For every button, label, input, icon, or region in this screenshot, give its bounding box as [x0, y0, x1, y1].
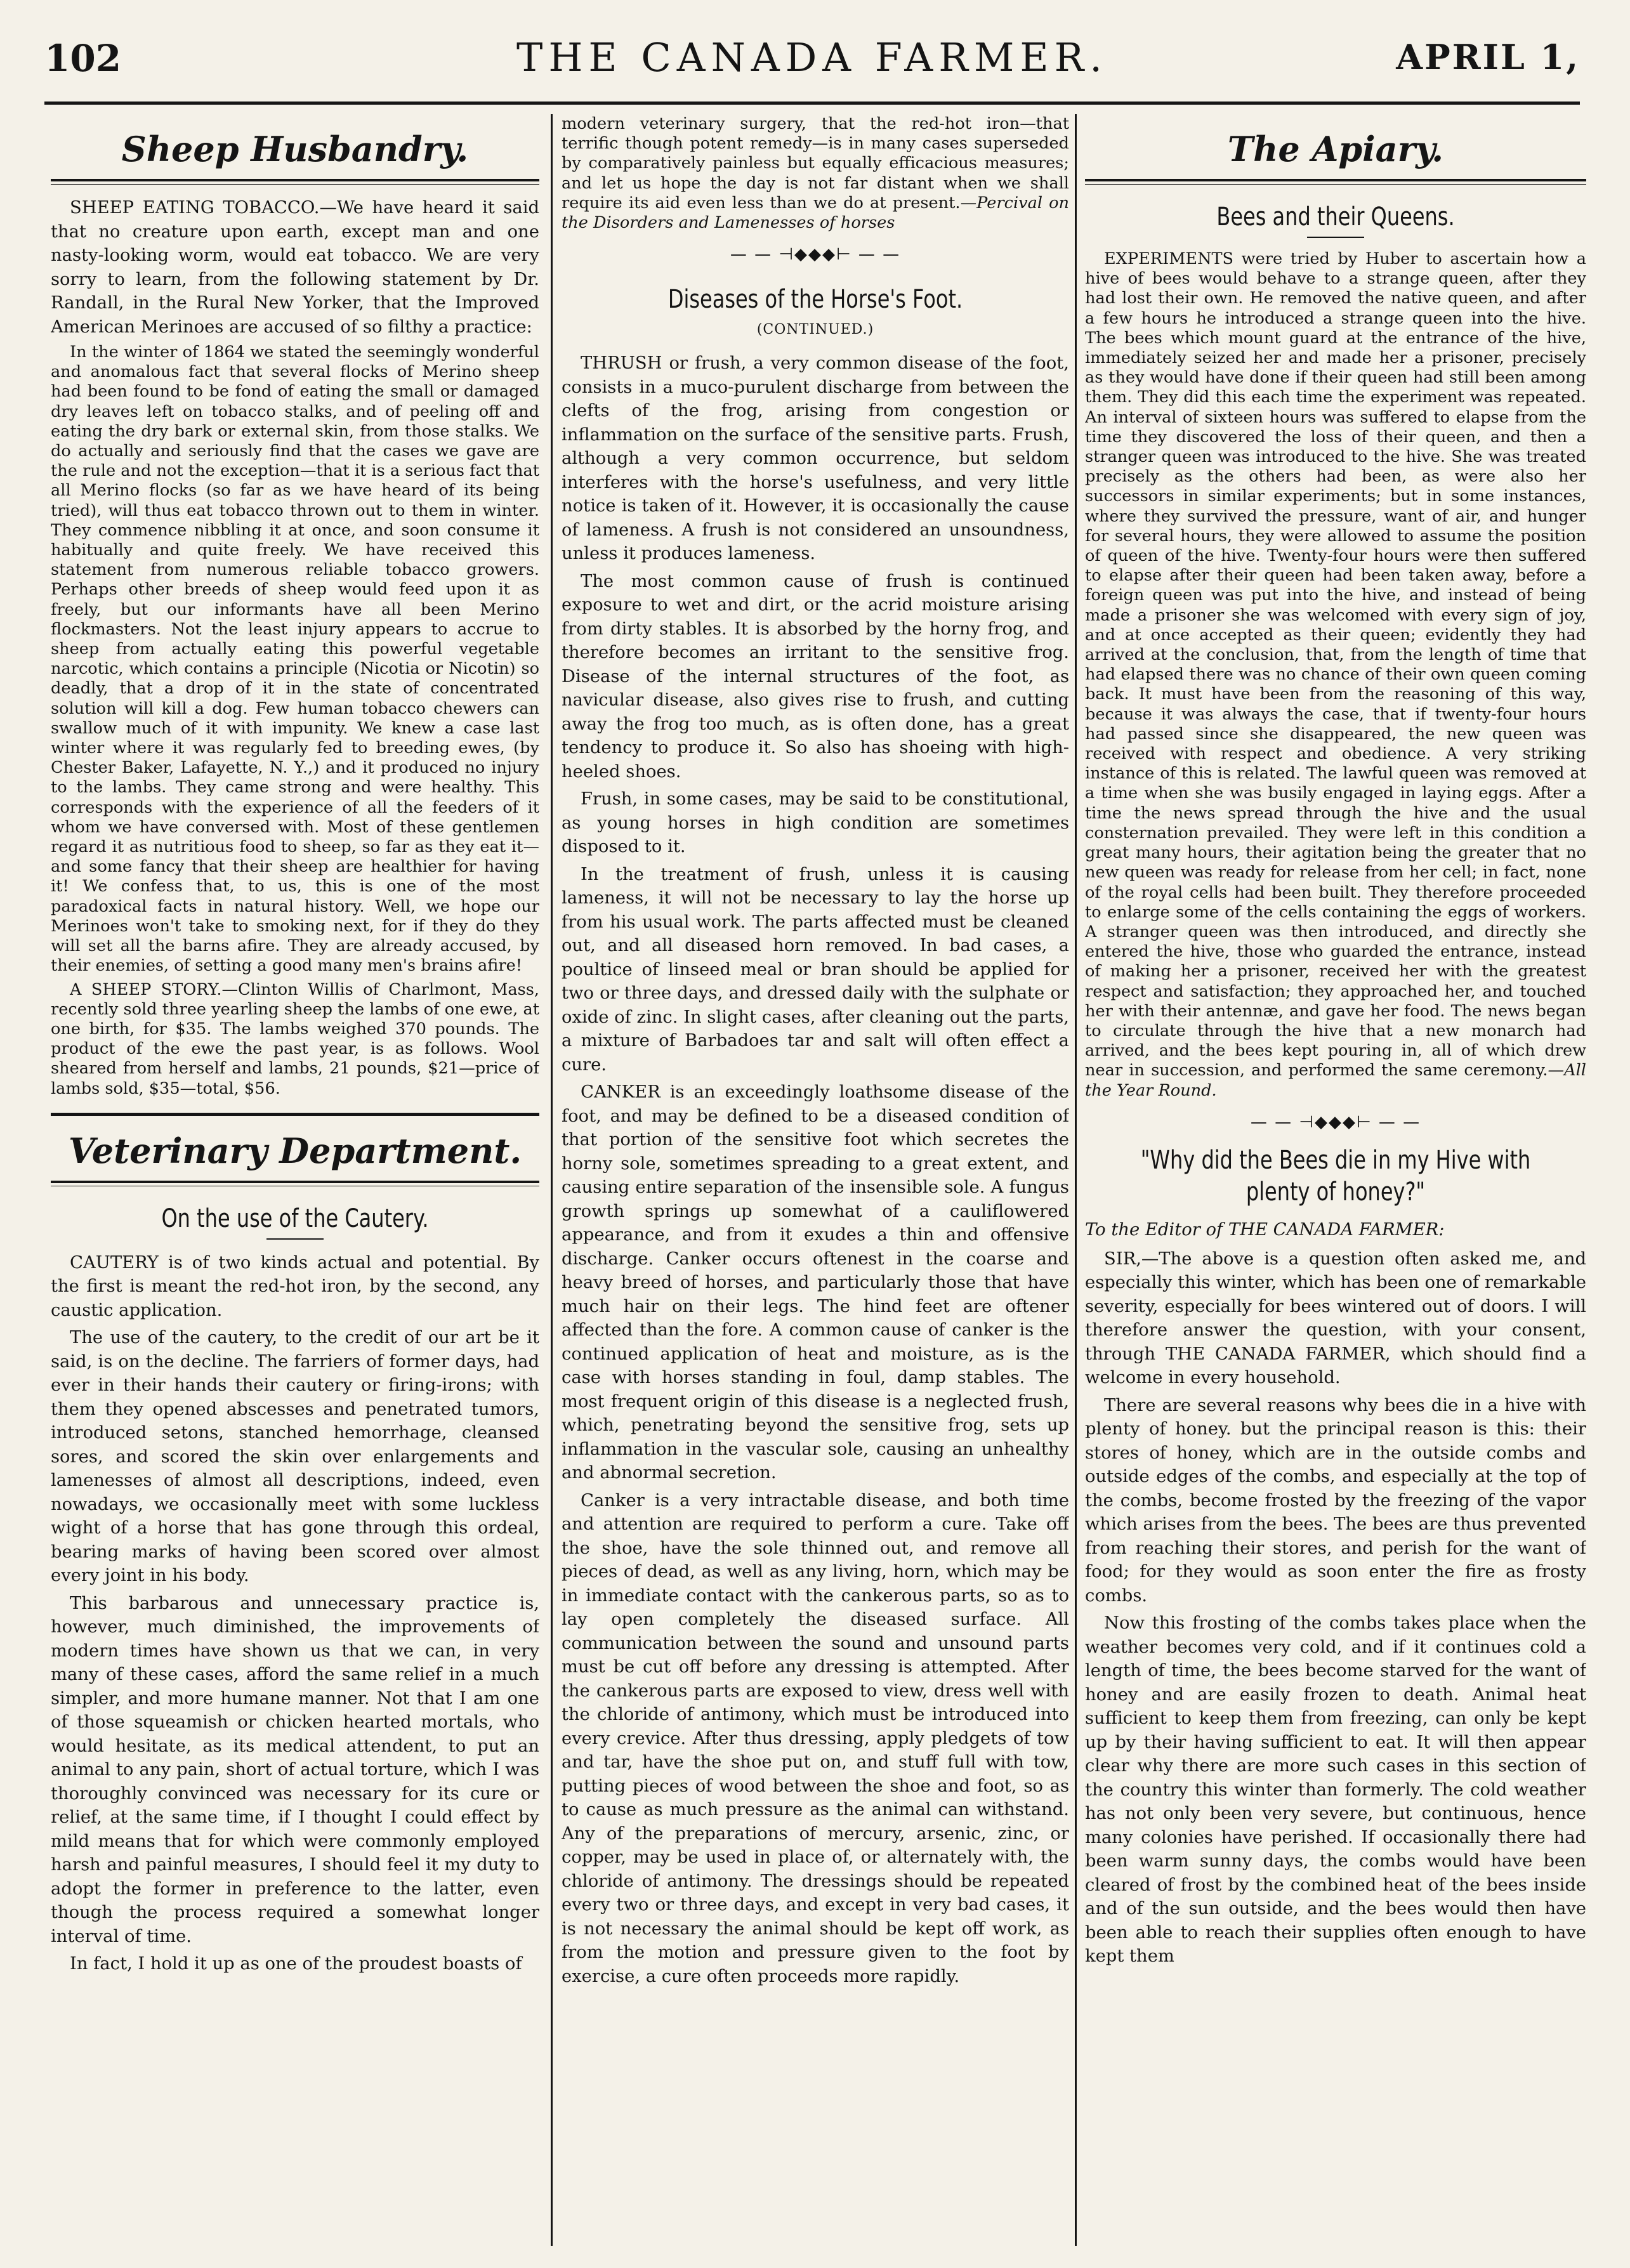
- article-paragraph: Now this frosting of the combs takes place when the weather becomes very cold, and if it continues cold a length of time, the bees become starved for the want of honey and are easily frozen to death. Animal heat sufficient to keep them from freezing, can only be kept up by their having sufficient to eat. It will then appear clear why there are more such cases in this section of the country this winter than formerly. The cold weather has not only been very severe, but continuous, hence many colonies have perished. If occasionally there had been warm sunny days, the combs would have been cleared of frost by the combined heat of the bees inside and of the sun outside, and the bees would then have been able to reach their supplies often enough to have kept them: [1085, 1613, 1586, 1967]
- section-heading-sheep: Sheep Husbandry.: [121, 129, 469, 169]
- page-number: 102: [44, 37, 122, 80]
- article-paragraph: Canker is a very intractable disease, and both time and attention are required to perform a cure. Take off the shoe, have the sole thinned out, and remove all pieces of dead, as well as any living, horn, which may be in immediate contact with the cankerous parts, so as to lay open completely the diseased surface. All communication between the sound and unsound parts must be cut off before any dressing is attempted. After the cankerous parts are exposed to view, dress well with the chloride of antimony, which must be introduced into every crevice. After thus dressing, apply pledgets of tow and tar, have the shoe put on, and stuff full with tow, putting pieces of wood between the shoe and foot, so as to cause as much pressure as the animal can withstand. Any of the preparations of mercury, arsenic, zinc, or copper, may be used in place of, or alternately with, the chloride of antimony. The dressings should be repeated every two or three days, and except in very bad cases, it is not necessary the animal should be kept off work, as from the motion and pressure given to the foot by exercise, a cure often proceeds more rapidly.: [562, 1490, 1069, 1986]
- column-divider-1: [551, 114, 553, 2246]
- ornament-divider: — — ⊣◆◆◆⊢ — —: [1250, 1112, 1421, 1132]
- title-rule: [1307, 237, 1364, 238]
- issue-date: APRIL 1,: [1396, 37, 1580, 77]
- article-title: "Why did the Bees die in my Hive with plenty of honey?": [1140, 1146, 1531, 1207]
- continued-label: (CONTINUED.): [756, 321, 874, 338]
- lead-in: SHEEP EATING TOBACCO.: [70, 198, 320, 218]
- section-heading-apiary: The Apiary.: [1227, 129, 1444, 169]
- article-paragraph: The most common cause of frush is continued exposure to wet and dirt, or the acrid moisture arising from dirty stables. It is absorbed by the horny frog, and therefore becomes an irritant to the sensitive frog. Disease of the internal structures of the foot, as navicular disease, also gives rise to frush, and cutting away the frog too much, as is often done, has a great tendency to produce it. So also has shoeing with high-heeled shoes.: [562, 571, 1069, 782]
- section-rule: [51, 179, 539, 185]
- article-paragraph: EXPERIMENTS were tried by Huber to ascertain how a hive of bees would behave to a strange queen, after they had lost their own. He removed the native queen, and after a few hours he introduced a strange queen into the hive. The bees which mount guard at the entrance of the hive, immediately seized her and made her a prisoner, precisely as they would have done if their queen had still been among them. They did this each time the experiment was repeated. An interval of sixteen hours was suffered to elapse from the time they discovered the loss of their queen, and then a stranger queen was introduced to the hive. She was treated precisely as the others had been, as were also her successors in similar experiments; but in some instances, where they survived the pressure, want of air, and hunger for several hours, they were allowed to assume the position of queen of the hive. Twenty-four hours were then suffered to elapse after their queen had been taken away, before a foreign queen was put into the hive, and instead of being made a prisoner she was welcomed with every sign of joy, and at once accepted as their queen; evidently they had arrived at the conclusion, that, from the length of time that had elapsed there was no chance of their own queen coming back. It must have been from the reasoning of this way, because it was always the case, that if twenty-four hours had passed since she disappeared, the new queen was received with respect and obedience. A very striking instance of this is related. The lawful queen was removed at a time when she was busily engaged in laying eggs. After a time the news spread through the hive and the usual consternation prevailed. They were left in this condition a great many hours, their agitation being the greater that no new queen was ready for release from her cell; in fact, none of the royal cells had been built. They therefore proceeded to enlarge some of the cells containing the eggs of workers. A stranger queen was then introduced, and directly she entered the hive, those who guarded the entrance, instead of making her a prisoner, received her with the greatest respect and satisfaction; they approached her, and touched her with their antennæ, and gave her food. The news began to circulate through the hive that a new monarch had arrived, and the bees kept pouring in, all of which drew near in succession, and performed the same ceremony.—All the Year Round.: [1085, 249, 1586, 1100]
- article-title: On the use of the Cautery.: [161, 1203, 429, 1233]
- article-title: Bees and their Queens.: [1216, 202, 1455, 232]
- quoted-paragraph: In the winter of 1864 we stated the seemingly wonderful and anomalous fact that several flocks of Merino sheep had been found to be fond of eating the small or damaged dry leaves left on tobacco stalks, and of peeling off and eating the dry bark or external skin, from those stalks. We do actually and seriously find that the cases we gave are the rule and not the exception—that it is a serious fact that all Merino flocks (so far as we have heard of its being tried), will thus eat tobacco thrown out to them in winter. They commence nibbling it at once, and soon consume it habitually and quite freely. We have received this statement from numerous reliable tobacco growers. Perhaps other breeds of sheep would feed upon it as freely, but our informants have all been Merino flockmasters. Not the least injury appears to accrue to sheep from actually eating this powerful vegetable narcotic, which contains a principle (Nicotia or Nicotin) so deadly, that a drop of it in the state of concentrated solution will kill a dog. Few human tobacco chewers can swallow much of it with impunity. We knew a case last winter where it was regularly fed to breeding ewes, (by Chester Baker, Lafayette, N. Y.,) and it produced no injury to the lambs. They came strong and were healthy. This corresponds with the experience of all the feeders of it whom we have conversed with. Most of these gentlemen regard it as nutritious food to sheep, so far as they eat it—and some fancy that their sheep are healthier for having it! We confess that, to us, this is one of the most paradoxical facts in natural history. Well, we hope our Merinoes won't take to smoking next, for if they do they will set all the barns afire. They are already accused, by their enemies, of setting a good many men's brains afire!: [51, 343, 539, 976]
- lead-in: A SHEEP STORY.: [70, 980, 222, 999]
- column-2: [562, 114, 1069, 2246]
- section-rule: [1085, 179, 1586, 185]
- article-source: —All the Year Round.: [1085, 1061, 1586, 1100]
- letter-salutation: To the Editor of THE CANADA FARMER:: [1085, 1220, 1445, 1240]
- masthead: [44, 25, 1580, 95]
- article-source: —Percival on the Disorders and Lamenesses of horses: [562, 193, 1069, 233]
- article-paragraph: SIR,—The above is a question often asked me, and especially this winter, which has been one of remarkable severity, especially for bees wintered out of doors. I will therefore answer the question, with your consent, through THE CANADA FARMER, which should find a welcome in every household.: [1085, 1249, 1586, 1388]
- article-paragraph: modern veterinary surgery, that the red-hot iron—that terrific though potent remedy—is in many cases superseded by comparatively painless but equally efficacious measures; and let us hope the day is not far distant when we shall require its aid even less than we do at present.—Percival on the Disorders and Lamenesses of horses: [562, 114, 1069, 233]
- section-rule: [51, 1113, 539, 1116]
- column-1: [51, 114, 539, 2246]
- column-3: [1085, 114, 1586, 2246]
- article-paragraph: Frush, in some cases, may be said to be constitutional, as young horses in high condition are sometimes disposed to it.: [562, 789, 1069, 857]
- section-rule: [51, 1181, 539, 1186]
- article-paragraph: THRUSH or frush, a very common disease of the foot, consists in a muco-purulent discharge from between the clefts of the frog, arising from congestion or inflammation on the surface of the sensitive parts. Frush, although a very common occurrence, but seldom interferes with the horse's usefulness, and very little notice is taken of it. However, it is occasionally the cause of lameness. A frush is not considered an unsoundness, unless it produces lameness.: [562, 353, 1069, 564]
- article-paragraph: The use of the cautery, to the credit of our art be it said, is on the decline. The farriers of former days, had ever in their hands their cautery or firing-irons; with them they opened abscesses and penetrated tumors, introduced setons, stanched hemorrhage, cleansed sores, and scored the skin over enlargements and lamenesses of almost all descriptions, indeed, even nowadays, we occasionally meet with some luckless wight of a horse that has gone through this ordeal, bearing marks of having been scored over almost every joint in his body.: [51, 1328, 539, 1586]
- article-paragraph: CAUTERY is of two kinds actual and potential. By the first is meant the red-hot iron, by the second, any caustic application.: [51, 1252, 539, 1320]
- article-title: Diseases of the Horse's Foot.: [667, 284, 963, 314]
- ornament-divider: — — ⊣◆◆◆⊢ — —: [730, 245, 901, 265]
- article-paragraph: In the treatment of frush, unless it is causing lameness, it will not be necessary to lay the horse up from his usual work. The parts affected must be cleaned out, and all diseased horn removed. In bad cases, a poultice of linseed meal or bran should be applied for two or three days, and dressed daily with the sulphate or oxide of zinc. In slight cases, after cleaning out the parts, a mixture of Barbadoes tar and salt will often effect a cure.: [562, 864, 1069, 1075]
- article-paragraph: CANKER is an exceedingly loathsome disease of the foot, and may be defined to be a diseased condition of that portion of the sensitive foot which secretes the horny sole, sometimes spreading to a great extent, and causing entire separation of the insensible sole. A fungus growth springs up somewhat of a cauliflowered appearance, and from it exudes a thin and offensive discharge. Canker occurs oftenest in the coarse and heavy breed of horses, and particularly those that have much hair on their legs. The hind feet are oftener affected than the fore. A common cause of canker is the continued application of heat and moisture, as is the case with horses standing in foul, damp stables. The most frequent origin of this disease is a neglected frush, which, penetrating beyond the sensitive frog, sets up inflammation in the vascular sole, causing an unhealthy and abnormal secretion.: [562, 1082, 1069, 1483]
- article-paragraph: In fact, I hold it up as one of the proudest boasts of: [70, 1954, 522, 1974]
- masthead-rule: [44, 102, 1580, 105]
- column-divider-2: [1075, 114, 1077, 2246]
- article-paragraph: A SHEEP STORY.—Clinton Willis of Charlmont, Mass, recently sold three yearling sheep the lambs of one ewe, at one birth, for $35. The lambs weighed 370 pounds. The product of the ewe the past year, is as follows. Wool sheared from herself and lambs, 21 pounds, $21—price of lambs sold, $35—total, $56.: [51, 980, 539, 1098]
- section-heading-veterinary: Veterinary Department.: [68, 1130, 522, 1171]
- newspaper-title: THE CANADA FARMER.: [516, 34, 1108, 81]
- article-paragraph: This barbarous and unnecessary practice is, however, much diminished, the improvements of modern times have shown us that we can, in very many of these cases, afford the same relief in a much simpler, and more humane manner. Not that I am one of those squeamish or chicken hearted mortals, who would hesitate, as its medical attendent, to put an animal to any pain, short of actual torture, which I was thoroughly convinced was necessary for its cure or relief, at the same time, if I thought I could effect by mild means that for which were commonly employed harsh and painful measures, I should feel it my duty to adopt the former in preference to the latter, even though the process required a somewhat longer interval of time.: [51, 1593, 539, 1946]
- title-rule: [266, 1238, 324, 1240]
- article-paragraph: SHEEP EATING TOBACCO.—We have heard it said that no creature upon earth, except man and one nasty-looking worm, would eat tobacco. We are very sorry to learn, from the following statement by Dr. Randall, in the Rural New Yorker, that the Improved American Merinoes are accused of so filthy a practice:: [51, 198, 539, 337]
- article-paragraph: There are several reasons why bees die in a hive with plenty of honey. but the principal reason is this: their stores of honey, which are in the outside combs and outside edges of the combs, and especially at the top of the combs, become frosted by the freezing of the vapor which arises from the bees. The bees are thus prevented from reaching their stores, and perish for the want of food; for they would as soon enter the fire as frosty combs.: [1085, 1395, 1586, 1606]
